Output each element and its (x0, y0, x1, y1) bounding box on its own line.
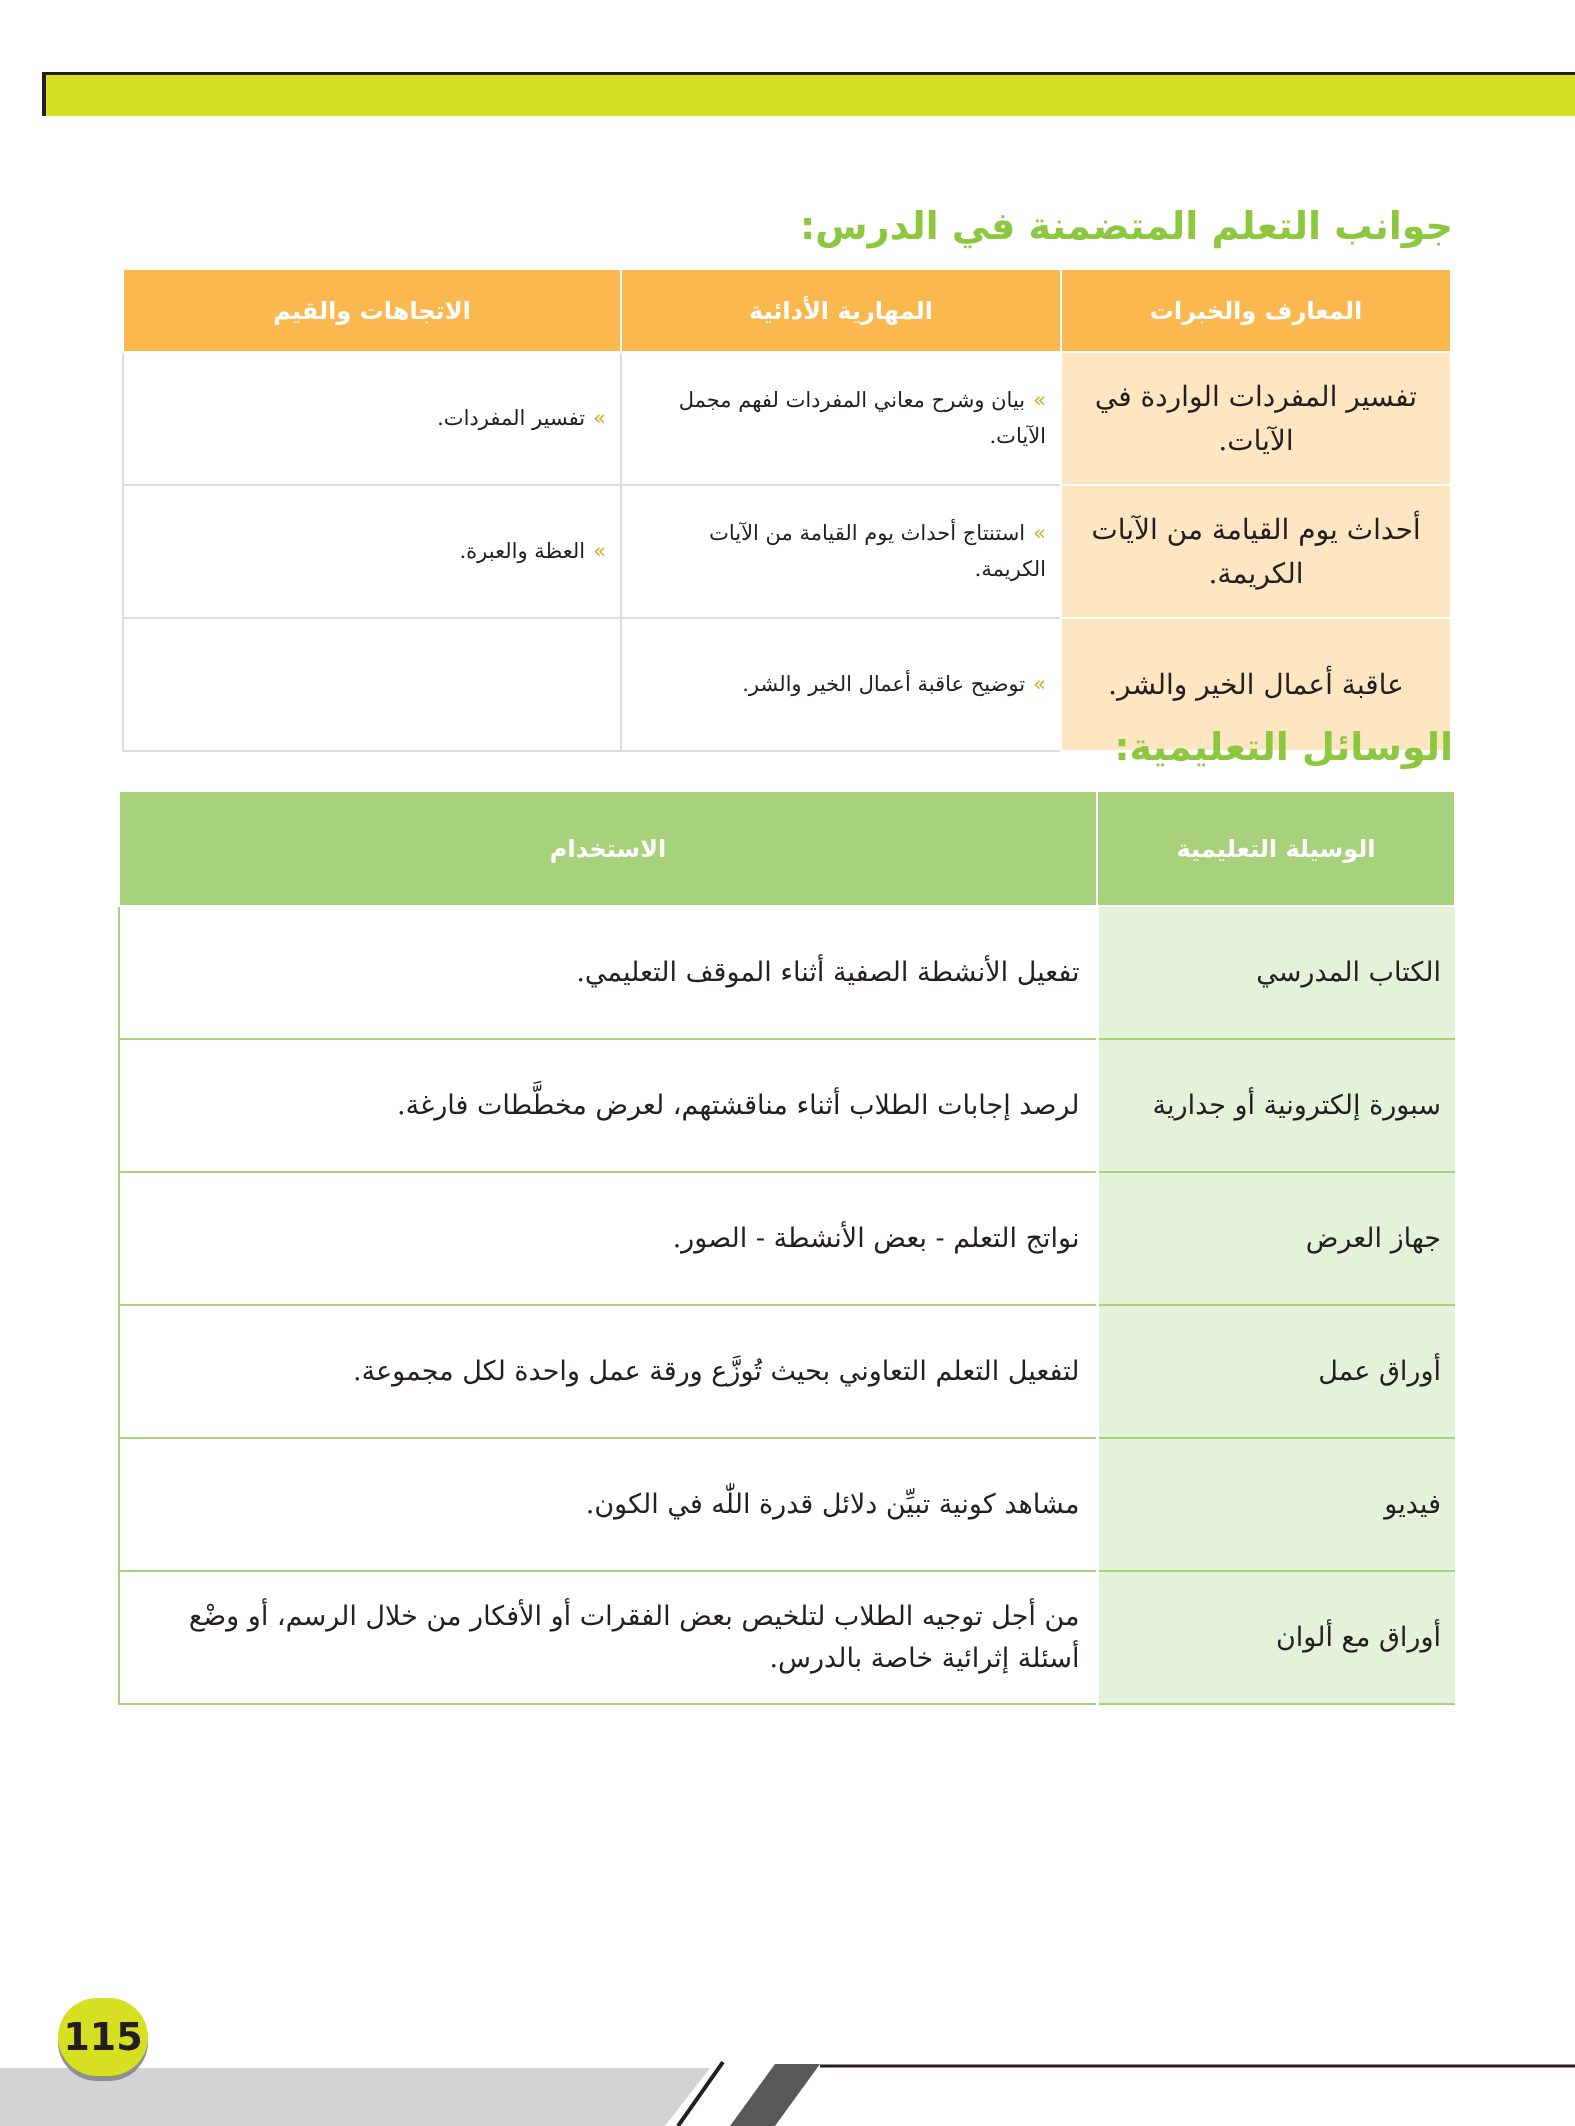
footer-decoration (0, 2060, 1575, 2126)
column-header-knowledge: المعارف والخبرات (1061, 269, 1451, 352)
aid-name-cell: فيديو (1097, 1438, 1455, 1571)
column-header-aid: الوسيلة التعليمية (1097, 791, 1455, 906)
value-cell (123, 352, 621, 485)
aid-usage-cell: من أجل توجيه الطلاب لتلخيص بعض الفقرات أو الأفكار من خلال الرسم، أو وضْع أسئلة إثرائية خاصة بالدرس. (119, 1571, 1097, 1704)
aid-usage-cell: لرصد إجابات الطلاب أثناء مناقشتهم، لعرض مخطَّطات فارغة. (119, 1039, 1097, 1172)
table-row (119, 906, 1455, 1039)
aid-usage-cell: لتفعيل التعلم التعاوني بحيث تُوزَّع ورقة عمل واحدة لكل مجموعة. (119, 1305, 1097, 1438)
skill-text: استنتاج أحداث يوم القيامة من الآيات الكريمة. (709, 520, 1046, 581)
table-row (119, 1039, 1455, 1172)
table-header-row (119, 791, 1455, 906)
column-header-skills: المهارية الأدائية (621, 269, 1061, 352)
aid-name-cell: سبورة إلكترونية أو جدارية (1097, 1039, 1455, 1172)
bullet-icon: » (593, 538, 606, 563)
learning-aspects-table (122, 268, 1452, 752)
bullet-icon: » (1033, 671, 1046, 696)
skill-text: توضيح عاقبة أعمال الخير والشر. (742, 671, 1026, 696)
learning-aspects-heading: جوانب التعلم المتضمنة في الدرس: (799, 204, 1453, 248)
aid-usage-cell: مشاهد كونية تبيِّن دلائل قدرة اللّٰه في الكون. (119, 1438, 1097, 1571)
knowledge-cell: عاقبة أعمال الخير والشر. (1061, 618, 1451, 751)
knowledge-cell: تفسير المفردات الواردة في الآيات. (1061, 352, 1451, 485)
table-row (119, 1571, 1455, 1704)
teaching-aids-table (118, 790, 1456, 1705)
aid-usage-cell: تفعيل الأنشطة الصفية أثناء الموقف التعليمي. (119, 906, 1097, 1039)
value-cell (123, 485, 621, 618)
bullet-icon: » (1033, 520, 1046, 545)
bullet-icon: » (1033, 387, 1046, 412)
aid-name-cell: جهاز العرض (1097, 1172, 1455, 1305)
footer-grey-band (0, 2068, 710, 2126)
table-row (119, 1438, 1455, 1571)
table-row (123, 352, 1451, 485)
aid-name-cell: أوراق عمل (1097, 1305, 1455, 1438)
value-text: العظة والعبرة. (459, 538, 586, 563)
knowledge-cell: أحداث يوم القيامة من الآيات الكريمة. (1061, 485, 1451, 618)
table-header-row (123, 269, 1451, 352)
skill-cell (621, 352, 1061, 485)
footer-dark-stripe (730, 2064, 820, 2126)
teaching-aids-heading: الوسائل التعليمية: (1114, 725, 1453, 769)
aid-name-cell: الكتاب المدرسي (1097, 906, 1455, 1039)
table-row (119, 1172, 1455, 1305)
column-header-values: الاتجاهات والقيم (123, 269, 621, 352)
top-accent-bar (42, 72, 1575, 116)
table-row (119, 1305, 1455, 1438)
bullet-icon: » (593, 405, 606, 430)
value-text: تفسير المفردات. (437, 405, 586, 430)
column-header-usage: الاستخدام (119, 791, 1097, 906)
table-row (123, 485, 1451, 618)
skill-cell (621, 618, 1061, 751)
aid-name-cell: أوراق مع ألوان (1097, 1571, 1455, 1704)
value-cell-empty (123, 618, 621, 751)
skill-cell (621, 485, 1061, 618)
page-number: 115 (58, 1998, 148, 2076)
skill-text: بيان وشرح معاني المفردات لفهم مجمل الآيات. (678, 387, 1046, 448)
aid-usage-cell: نواتج التعلم - بعض الأنشطة - الصور. (119, 1172, 1097, 1305)
